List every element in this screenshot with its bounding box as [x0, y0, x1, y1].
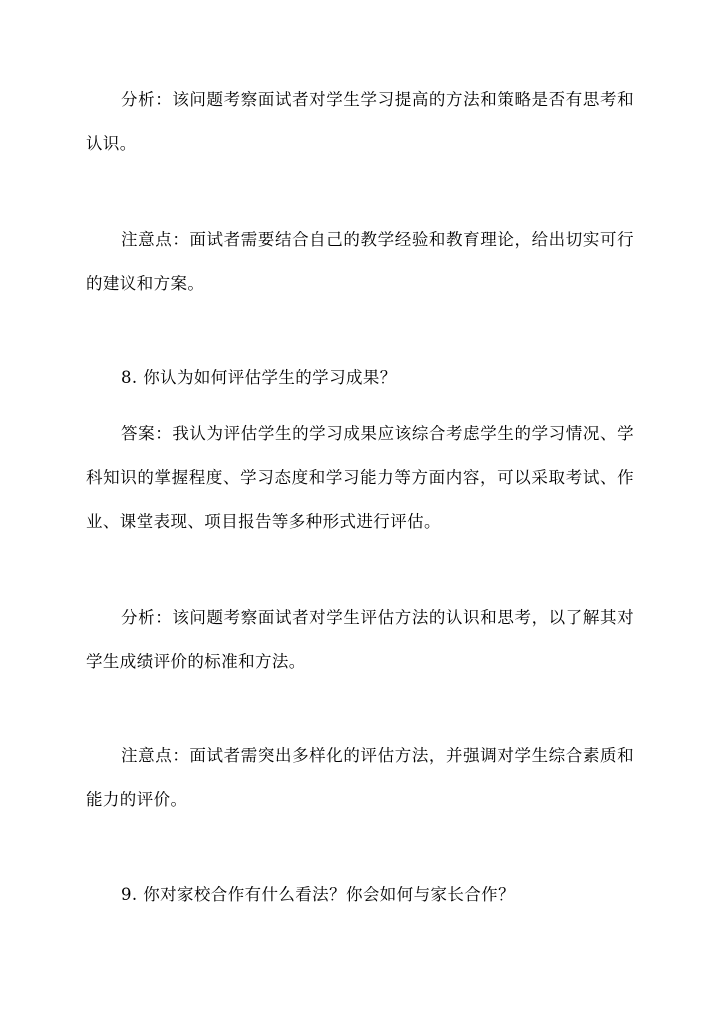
answer-paragraph-q8: 答案：我认为评估学生的学习成果应该综合考虑学生的学习情况、学科知识的掌握程度、学习态度和学习能力等方面内容，可以采取考试、作业、课堂表现、项目报告等多种形式进行评估。	[86, 424, 634, 531]
question-9: 9. 你对家校合作有什么看法？你会如何与家长合作？	[121, 885, 515, 904]
note-paragraph-q8: 注意点：面试者需突出多样化的评估方法，并强调对学生综合素质和能力的评价。	[86, 746, 634, 809]
analysis-paragraph-q7: 分析：该问题考察面试者对学生学习提高的方法和策略是否有思考和认识。	[86, 90, 634, 153]
analysis-paragraph-q8: 分析：该问题考察面试者对学生评估方法的认识和思考，以了解其对学生成绩评价的标准和方法。	[86, 608, 634, 671]
note-paragraph-q7: 注意点：面试者需要结合自己的教学经验和教育理论，给出切实可行的建议和方案。	[86, 230, 634, 293]
question-8: 8. 你认为如何评估学生的学习成果？	[121, 368, 397, 387]
